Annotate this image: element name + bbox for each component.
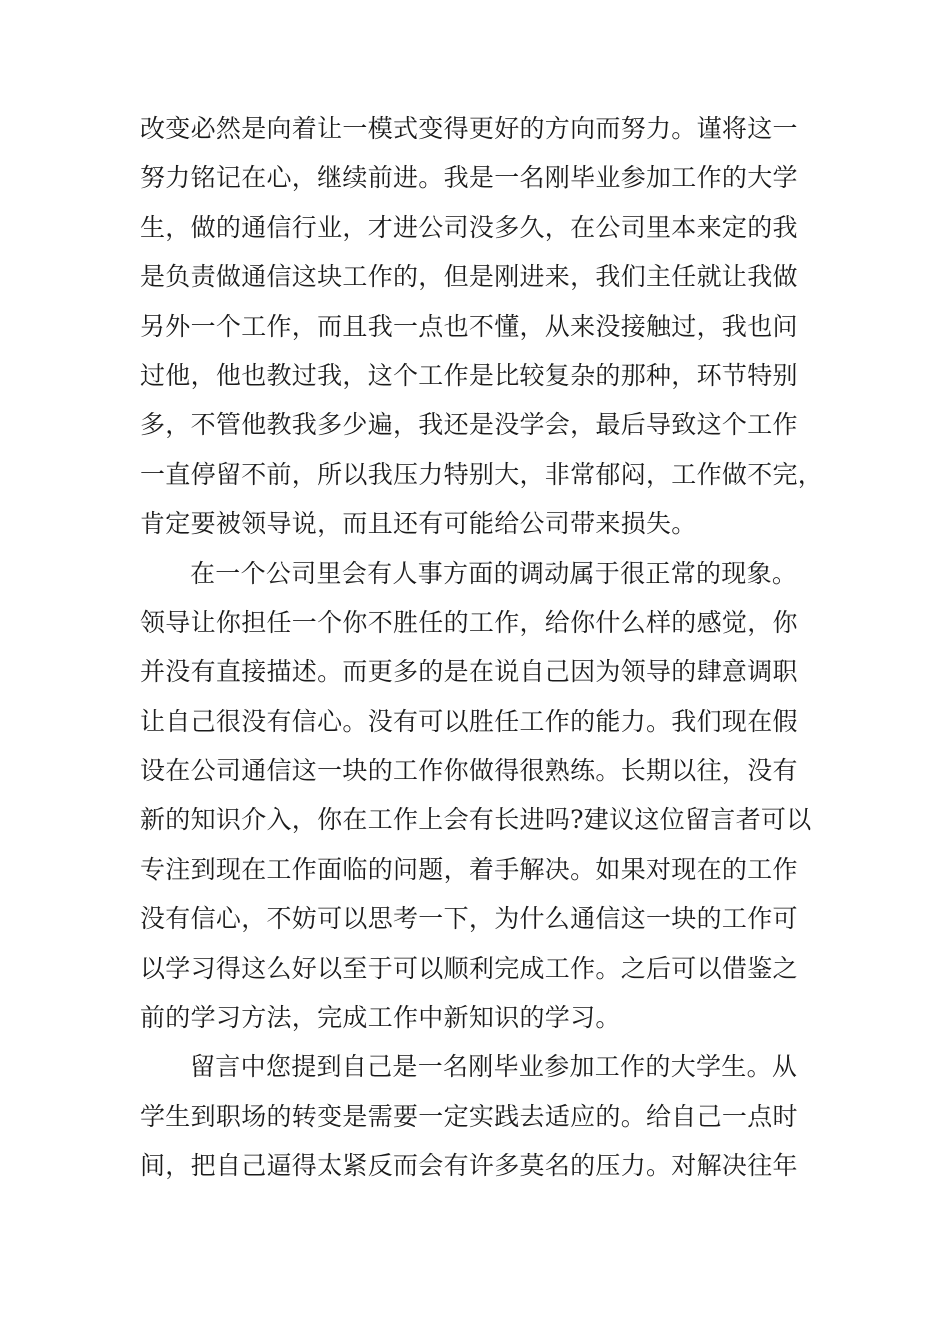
paragraph-start-line: 在一个公司里会有人事方面的调动属于很正常的现象。 [190,558,798,588]
text-line: 一直停留不前，所以我压力特别大，非常郁闷，工作做不完， [140,459,824,489]
text-line: 并没有直接描述。而更多的是在说自己因为领导的肆意调职 [140,657,798,687]
text-line: 是负责做通信这块工作的，但是刚进来，我们主任就让我做 [140,262,798,292]
text-line: 以学习得这么好以至于可以顺利完成工作。之后可以借鉴之 [140,953,798,983]
text-line: 努力铭记在心，继续前进。我是一名刚毕业参加工作的大学 [140,163,798,193]
text-line: 另外一个工作，而且我一点也不懂，从来没接触过，我也问 [140,311,798,341]
text-line: 间，把自己逼得太紧反而会有许多莫名的压力。对解决往年 [140,1151,798,1181]
body-text [140,104,824,1191]
text-line: 肯定要被领导说，而且还有可能给公司带来损失。 [140,509,697,539]
text-line: 学生到职场的转变是需要一定实践去适应的。给自己一点时 [140,1101,798,1131]
text-line: 改变必然是向着让一模式变得更好的方向而努力。谨将这一 [140,114,798,143]
text-line: 生，做的通信行业，才进公司没多久，在公司里本来定的我 [140,212,798,242]
text-line: 专注到现在工作面临的问题，着手解决。如果对现在的工作 [140,854,798,884]
text-line: 设在公司通信这一块的工作你做得很熟练。长期以往，没有 [140,756,798,786]
text-line: 过他，他也教过我，这个工作是比较复杂的那种，环节特别 [140,360,798,390]
text-line: 没有信心，不妨可以思考一下，为什么通信这一块的工作可 [140,904,798,934]
text-line: 多，不管他教我多少遍，我还是没学会，最后导致这个工作 [140,410,798,440]
text-line: 让自己很没有信心。没有可以胜任工作的能力。我们现在假 [140,706,798,736]
text-line: 前的学习方法，完成工作中新知识的学习。 [140,1003,621,1033]
text-line: 新的知识介入，你在工作上会有长进吗?建议这位留言者可以 [140,805,812,835]
text-line: 领导让你担任一个你不胜任的工作，给你什么样的感觉，你 [140,607,798,637]
paragraph-start-line: 留言中您提到自己是一名刚毕业参加工作的大学生。从 [190,1052,798,1082]
